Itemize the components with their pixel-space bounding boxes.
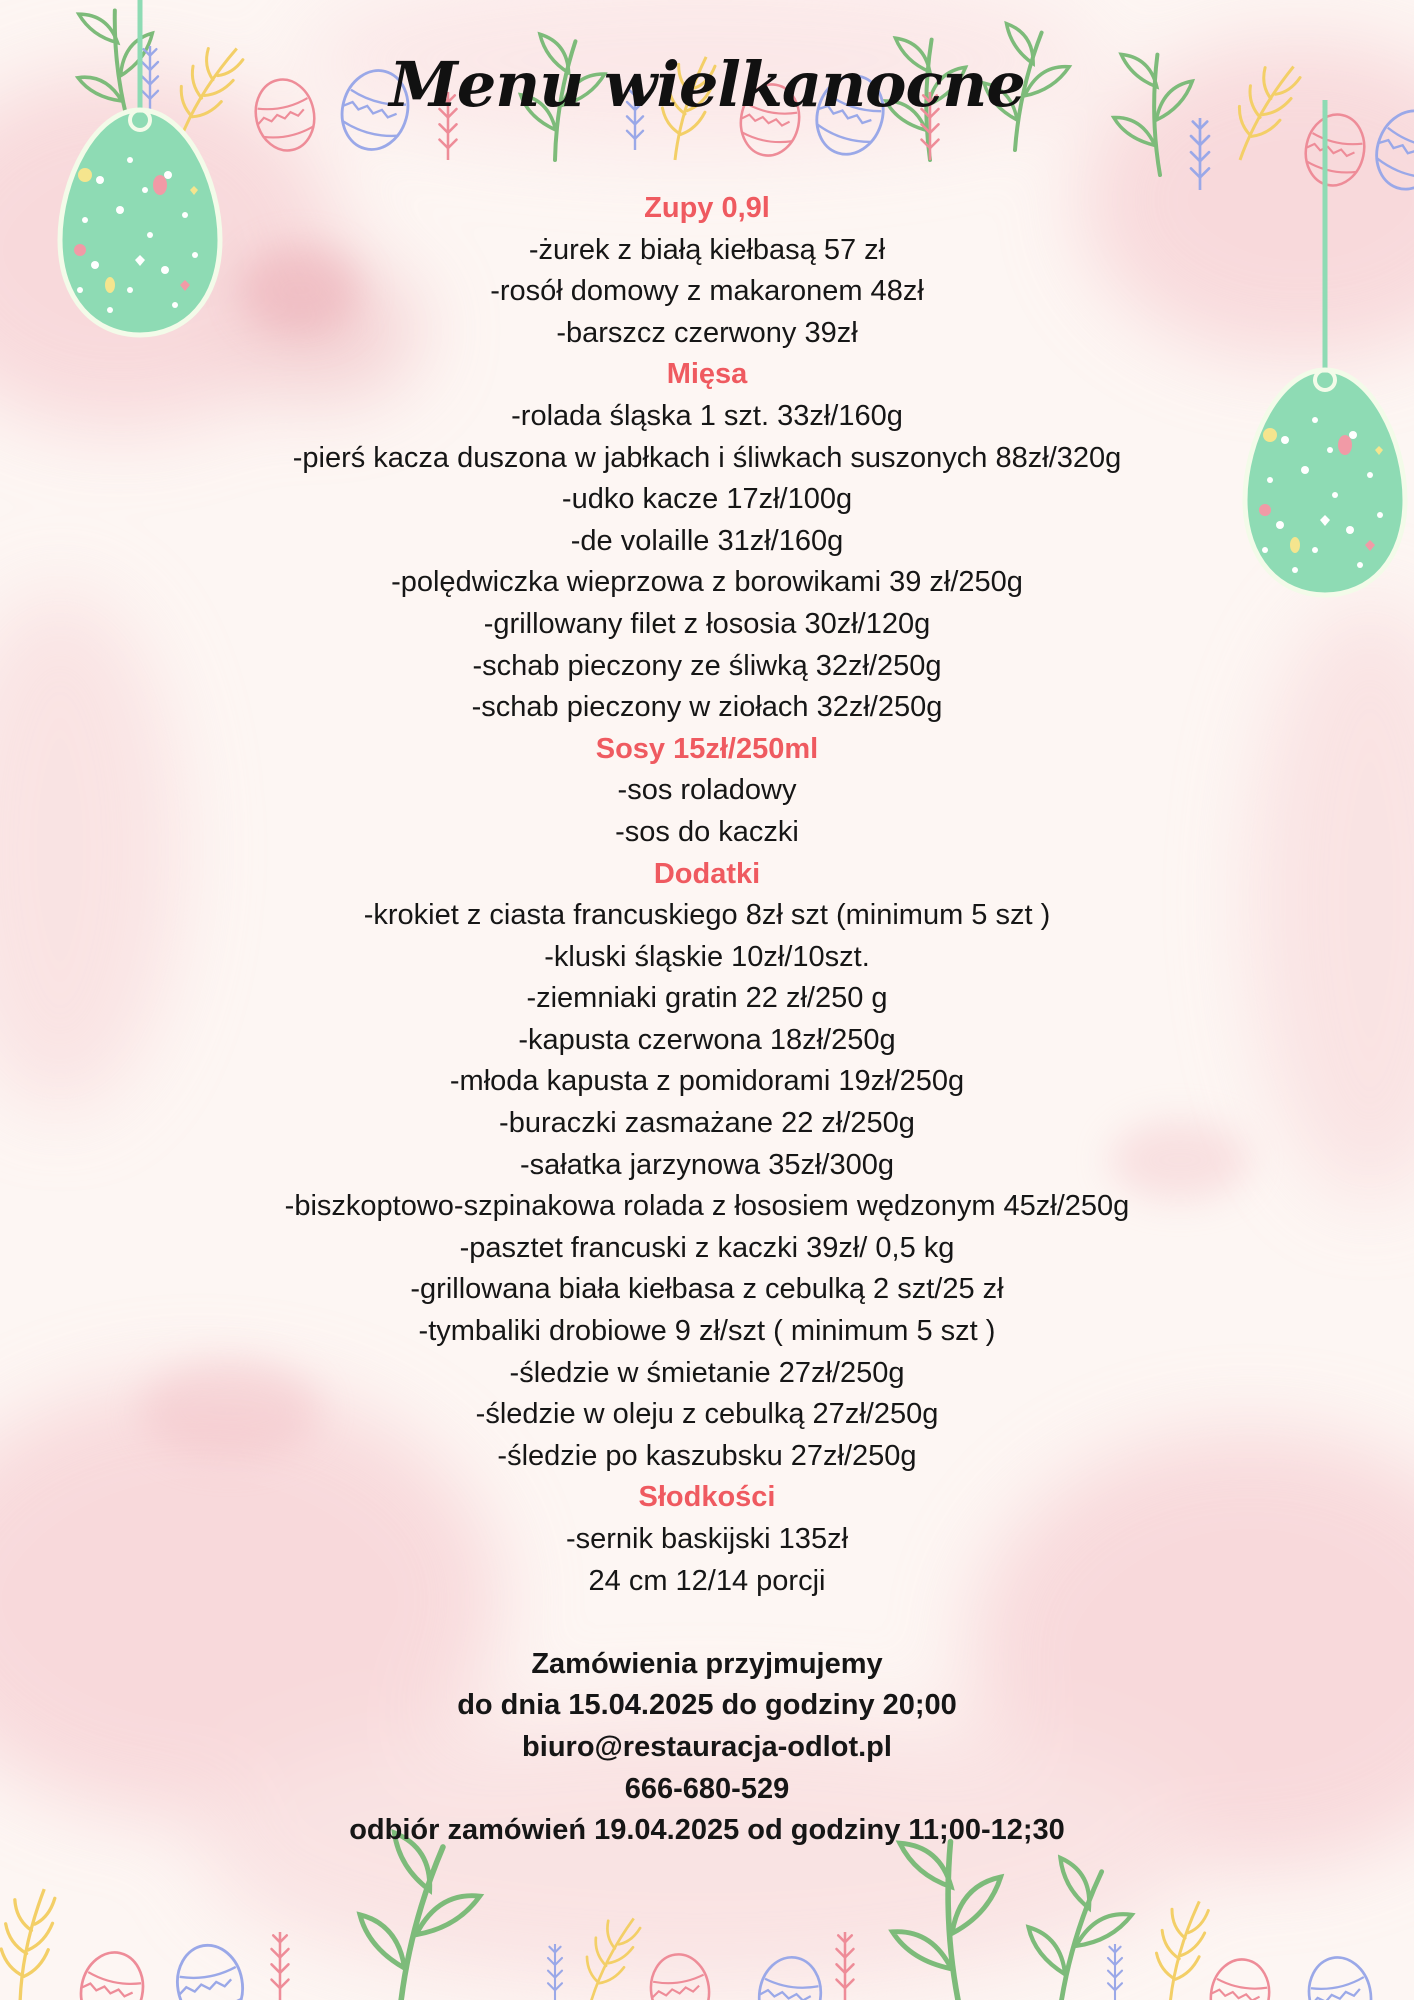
menu-item: -polędwiczka wieprzowa z borowikami 39 zł/250g [391, 566, 1023, 599]
menu-item: 24 cm 12/14 porcji [588, 1564, 826, 1597]
menu-item: -kapusta czerwona 18zł/250g [518, 1023, 896, 1056]
page-title: Menu wielkanocne [389, 48, 1025, 121]
menu-item: -kluski śląskie 10zł/10szt. [544, 940, 870, 973]
menu-item: -de volaille 31zł/160g [570, 524, 844, 557]
menu-item: -żurek z białą kiełbasą 57 zł [528, 233, 886, 266]
orders-info: Zamówienia przyjmujemy [531, 1647, 883, 1680]
menu-item: -buraczki zasmażane 22 zł/250g [499, 1107, 915, 1140]
menu-item: -rolada śląska 1 szt. 33zł/160g [511, 399, 903, 432]
spacer [0, 1602, 1414, 1644]
menu-item: -pierś kacza duszona w jabłkach i śliwkach suszonych 88zł/320g [292, 441, 1122, 474]
menu-item: -schab pieczony ze śliwką 32zł/250g [472, 649, 942, 682]
menu-item: -śledzie w śmietanie 27zł/250g [509, 1356, 905, 1389]
menu-item: -sernik baskijski 135zł [565, 1523, 849, 1555]
menu-item: -grillowana biała kiełbasa z cebulką 2 szt/25 zł [410, 1273, 1004, 1306]
menu-item: -sałatka jarzynowa 35zł/300g [520, 1148, 894, 1181]
menu-item: -grillowany filet z łososia 30zł/120g [483, 607, 931, 640]
section-heading-zupy: Zupy 0,9l [644, 192, 770, 224]
orders-email: biuro@restauracja-odlot.pl [522, 1730, 892, 1763]
section-heading-slodkosci: Słodkości [638, 1481, 776, 1514]
menu-item: -biszkoptowo-szpinakowa rolada z łososiem wędzonym 45zł/250g [284, 1190, 1130, 1223]
section-heading-miesa: Mięsa [666, 358, 748, 391]
menu-item: -schab pieczony w ziołach 32zł/250g [471, 691, 943, 724]
orders-pickup: odbiór zamówień 19.04.2025 od godziny 11;00-12;30 [349, 1814, 1065, 1847]
menu-item: -barszcz czerwony 39zł [556, 316, 858, 349]
menu-item: -młoda kapusta z pomidorami 19zł/250g [449, 1065, 965, 1098]
menu-item: -rosół domowy z makaronem 48zł [490, 275, 924, 308]
orders-deadline: do dnia 15.04.2025 do godziny 20;00 [457, 1689, 957, 1722]
menu-item: -śledzie w oleju z cebulką 27zł/250g [475, 1398, 939, 1431]
menu-item: -śledzie po kaszubsku 27zł/250g [497, 1439, 917, 1472]
section-heading-sosy: Sosy 15zł/250ml [595, 732, 819, 765]
orders-phone: 666-680-529 [624, 1772, 790, 1805]
menu-item: -ziemniaki gratin 22 zł/250 g [526, 982, 888, 1015]
menu-list [0, 188, 1414, 1852]
menu-item: -udko kacze 17zł/100g [561, 483, 853, 516]
menu-item: -krokiet z ciasta francuskiego 8zł szt (minimum 5 szt ) [363, 899, 1051, 932]
menu-item: -tymbaliki drobiowe 9 zł/szt ( minimum 5 szt ) [418, 1315, 996, 1348]
section-heading-dodatki: Dodatki [653, 857, 761, 890]
menu-item: -pasztet francuski z kaczki 39zł/ 0,5 kg [459, 1231, 955, 1264]
menu-item: -sos roladowy [617, 774, 797, 807]
menu-item: -sos do kaczki [615, 815, 799, 848]
